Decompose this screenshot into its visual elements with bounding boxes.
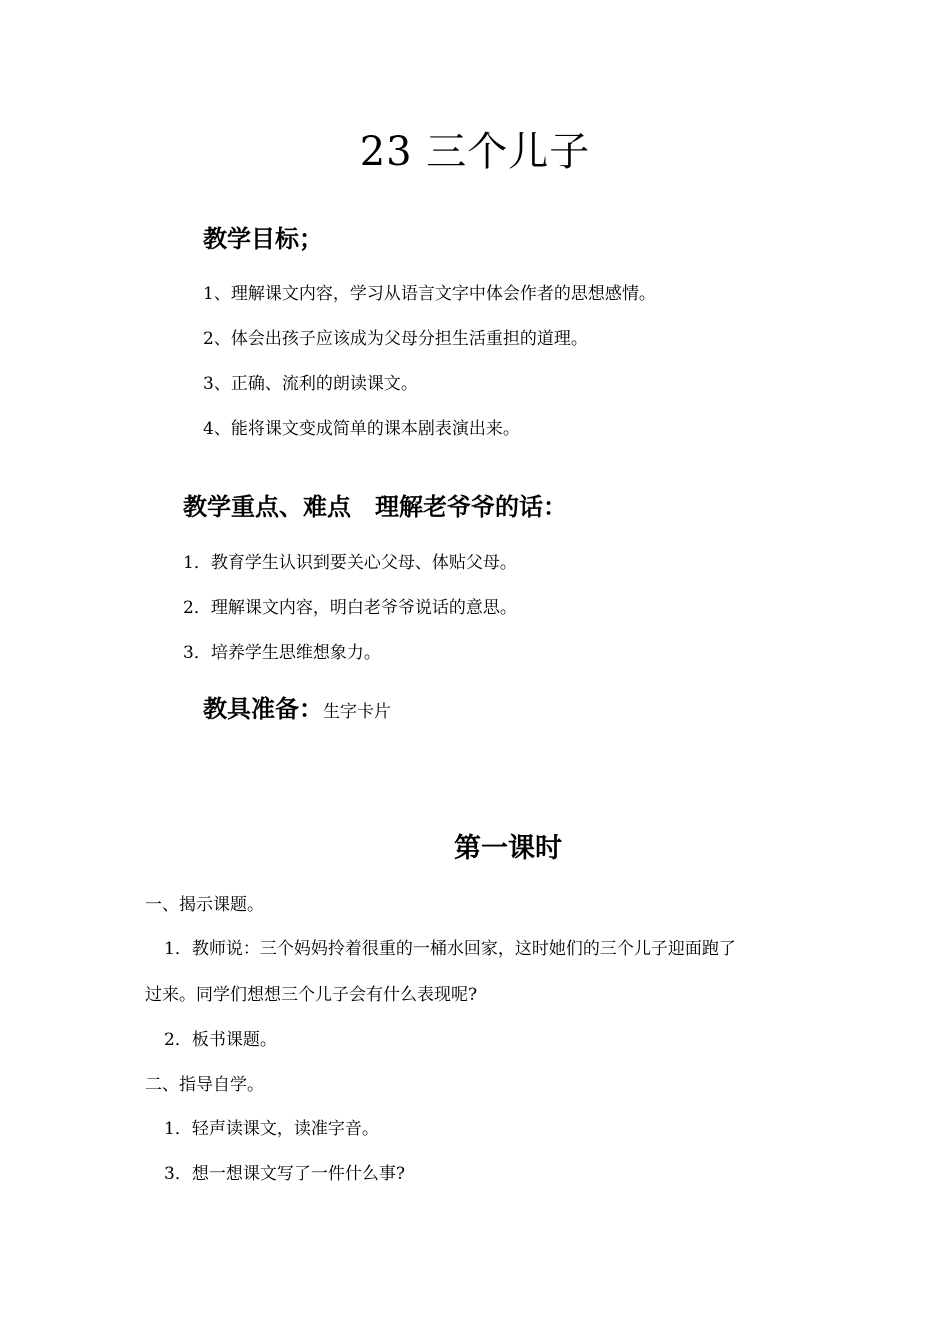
materials-heading: 教具准备： (203, 695, 323, 723)
objectives-heading: 教学目标； (203, 225, 323, 253)
key-point-item-3: 3．培养学生思维想象力。 (183, 643, 381, 663)
part-2-heading: 二、指导自学。 (145, 1075, 264, 1095)
part-2-item-2: 3．想一想课文写了一件什么事? (164, 1164, 405, 1184)
part-1-item-1-line-2: 过来。同学们想想三个儿子会有什么表现呢? (145, 985, 478, 1005)
objective-item-2: 2、体会出孩子应该成为父母分担生活重担的道理。 (203, 329, 588, 349)
key-point-item-1: 1．教育学生认识到要关心父母、体贴父母。 (183, 553, 517, 573)
part-2-item-1: 1．轻声读课文，读准字音。 (164, 1119, 379, 1139)
objective-item-3: 3、正确、流利的朗读课文。 (203, 374, 418, 394)
key-points-heading: 教学重点、难点 理解老爷爷的话： (183, 493, 567, 521)
part-1-item-2: 2．板书课题。 (164, 1030, 277, 1050)
key-point-item-2: 2．理解课文内容，明白老爷爷说话的意思。 (183, 598, 517, 618)
document-title: 23 三个儿子 (359, 129, 591, 175)
lesson-1-title: 第一课时 (454, 833, 562, 864)
materials-line (203, 689, 391, 724)
objective-item-1: 1、理解课文内容，学习从语言文字中体会作者的思想感情。 (203, 284, 656, 304)
part-1-item-1-line-1: 1．教师说：三个妈妈拎着很重的一桶水回家，这时她们的三个儿子迎面跑了 (164, 939, 736, 959)
materials-value: 生字卡片 (323, 702, 391, 722)
part-1-heading: 一、揭示课题。 (145, 895, 264, 915)
objective-item-4: 4、能将课文变成简单的课本剧表演出来。 (203, 419, 520, 439)
